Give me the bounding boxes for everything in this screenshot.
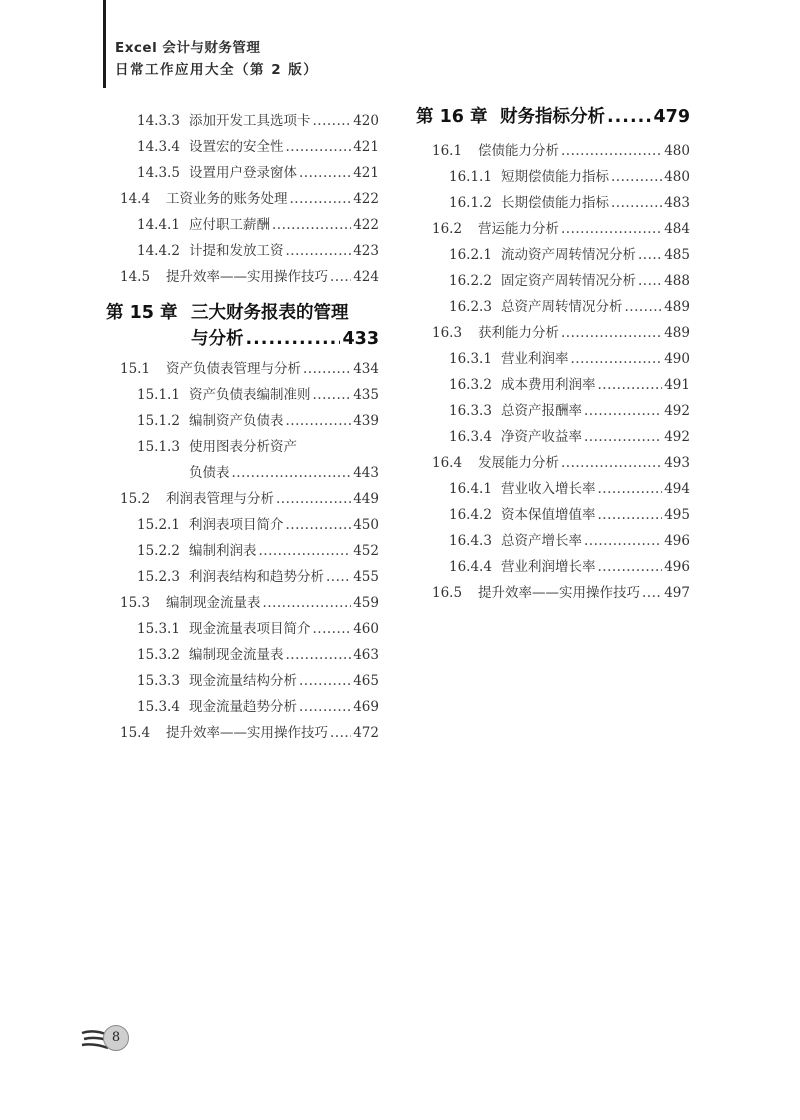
header-rule [103,0,106,88]
chapter-16-heading[interactable]: 第 16 章 财务指标分析 ..... 479 [416,104,690,130]
toc-entry-wrapped[interactable]: 15.1.3 使用图表分析资产 [137,439,297,455]
toc-entry[interactable]: 16.2.1 流动资产周转情况分析 ..... 485 [449,244,690,266]
toc-entry[interactable]: 14.4.2 计提和发放工资 ..... 423 [137,240,379,262]
toc-entry-continuation[interactable]: 负债表 ..... 443 [189,462,379,484]
toc-entry[interactable]: 15.3.2 编制现金流量表 ..... 463 [137,644,379,666]
toc-entry[interactable]: 15.1 资产负债表管理与分析 ..... 434 [120,358,379,380]
toc-entry[interactable]: 16.4.3 总资产增长率 ..... 496 [449,530,690,552]
toc-entry[interactable]: 15.4 提升效率——实用操作技巧 ..... 472 [120,722,379,744]
toc-entry[interactable]: 16.3.2 成本费用利润率 ..... 491 [449,374,690,396]
toc-entry[interactable]: 16.5 提升效率——实用操作技巧 ..... 497 [432,582,690,604]
chapter-15-heading[interactable]: 第 15 章 三大财务报表的管理 与分析 ..... 433 [106,300,379,352]
toc-entry[interactable]: 15.3 编制现金流量表 ..... 459 [120,592,379,614]
toc-entry[interactable]: 15.2.2 编制利润表 ..... 452 [137,540,379,562]
toc-entry[interactable]: 16.4.4 营业利润增长率 ..... 496 [449,556,690,578]
toc-entry[interactable]: 15.3.1 现金流量表项目简介 ..... 460 [137,618,379,640]
toc-entry[interactable]: 16.4.2 资本保值增值率 ..... 495 [449,504,690,526]
toc-entry[interactable]: 14.3.4 设置宏的安全性 ..... 421 [137,136,379,158]
toc-entry[interactable]: 16.1.1 短期偿债能力指标 ..... 480 [449,166,690,188]
toc-entry[interactable]: 15.1.1 资产负债表编制准则 ..... 435 [137,384,379,406]
toc-entry[interactable]: 14.3.5 设置用户登录窗体 ..... 421 [137,162,379,184]
toc-entry[interactable]: 15.2 利润表管理与分析 ..... 449 [120,488,379,510]
toc-entry[interactable]: 16.3.3 总资产报酬率 ..... 492 [449,400,690,422]
toc-entry[interactable]: 16.4 发展能力分析 ..... 493 [432,452,690,474]
page-number-badge [80,1020,140,1060]
toc-entry[interactable]: 15.2.1 利润表项目简介 ..... 450 [137,514,379,536]
toc-entry[interactable]: 14.4 工资业务的账务处理 ..... 422 [120,188,379,210]
toc-entry[interactable]: 16.1.2 长期偿债能力指标 ..... 483 [449,192,690,214]
book-subtitle: 日常工作应用大全（第 2 版） [115,62,319,78]
toc-entry[interactable]: 15.3.3 现金流量结构分析 ..... 465 [137,670,379,692]
toc-entry[interactable]: 15.1.2 编制资产负债表 ..... 439 [137,410,379,432]
toc-entry[interactable]: 14.5 提升效率——实用操作技巧 ..... 424 [120,266,379,288]
toc-entry[interactable]: 15.2.3 利润表结构和趋势分析 ..... 455 [137,566,379,588]
toc-entry[interactable]: 16.2.2 固定资产周转情况分析 ..... 488 [449,270,690,292]
page-number: 8 [111,1030,121,1045]
toc-entry[interactable]: 16.2 营运能力分析 ..... 484 [432,218,690,240]
toc-entry[interactable]: 15.3.4 现金流量趋势分析 ..... 469 [137,696,379,718]
toc-entry[interactable]: 16.1 偿债能力分析 ..... 480 [432,140,690,162]
toc-entry[interactable]: 16.3.4 净资产收益率 ..... 492 [449,426,690,448]
toc-entry[interactable]: 16.2.3 总资产周转情况分析 ..... 489 [449,296,690,318]
toc-entry[interactable]: 16.3 获利能力分析 ..... 489 [432,322,690,344]
toc-entry[interactable]: 16.3.1 营业利润率 ..... 490 [449,348,690,370]
toc-entry[interactable]: 14.3.3 添加开发工具选项卡 ..... 420 [137,110,379,132]
toc-entry[interactable]: 16.4.1 营业收入增长率 ..... 494 [449,478,690,500]
toc-entry[interactable]: 14.4.1 应付职工薪酬 ..... 422 [137,214,379,236]
book-title: Excel 会计与财务管理 [115,40,261,56]
